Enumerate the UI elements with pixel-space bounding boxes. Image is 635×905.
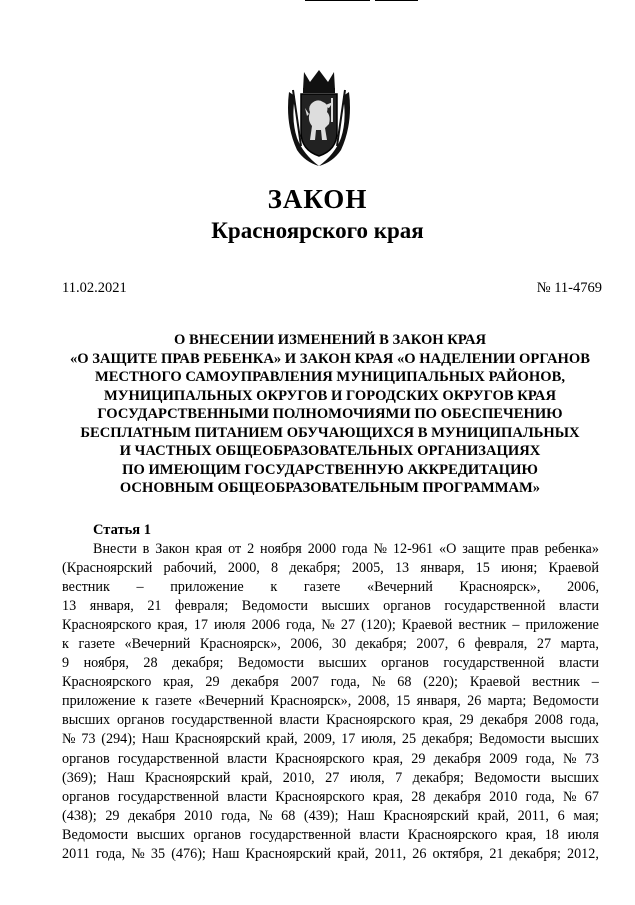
body-word: края, — [505, 826, 537, 843]
body-word: 6 — [457, 636, 465, 653]
body-word: государственной — [171, 712, 273, 729]
body-word: 17 — [341, 731, 356, 748]
body-word: Красноярск», — [199, 636, 281, 653]
body-line — [62, 692, 599, 711]
body-word: № — [373, 541, 388, 557]
body-word: органов — [381, 655, 429, 672]
body-line — [62, 654, 599, 673]
body-word: вестник — [532, 674, 580, 691]
body-word: вестник — [458, 617, 507, 634]
body-word: Ведомости — [474, 769, 541, 786]
body-word: января, — [420, 560, 465, 577]
body-word: февраля; — [175, 598, 229, 615]
body-word: край, — [477, 807, 509, 824]
body-word: высших — [62, 712, 111, 729]
body-word: июня; — [501, 560, 538, 577]
body-word: вестник — [62, 579, 110, 596]
body-word: Внести — [93, 541, 137, 557]
body-word: 68 — [281, 807, 296, 824]
body-word: Красноярский — [144, 769, 231, 786]
body-word: 21 — [147, 598, 162, 615]
body-word: 2006, — [290, 636, 323, 653]
body-word: края, — [422, 712, 453, 729]
body-word: (Красноярский — [62, 560, 153, 577]
body-word: 27 — [325, 769, 340, 786]
body-line — [62, 750, 599, 769]
top-rule-right — [375, 0, 418, 1]
body-word: декабря; — [412, 769, 464, 786]
body-word: 29 — [205, 674, 220, 691]
body-word: Краевой — [469, 674, 521, 691]
body-word: Красноярского — [62, 617, 152, 634]
body-word: Красноярск», — [459, 579, 541, 596]
body-word: ребенка» — [544, 541, 599, 557]
body-word: 2011 — [62, 845, 90, 862]
body-word: Красноярского — [62, 674, 152, 691]
body-word: к — [62, 636, 69, 653]
body-word: Ведомости — [237, 655, 305, 672]
body-word: органов — [383, 598, 431, 615]
body-word: власти — [359, 826, 400, 843]
body-word: июля — [214, 617, 246, 634]
body-word: приложение — [62, 693, 136, 710]
body-word: защите — [462, 541, 506, 557]
body-word: «Вечерний — [124, 636, 191, 653]
law-date: 11.02.2021 — [62, 280, 127, 296]
body-word: № — [321, 617, 335, 634]
body-word: 35 — [150, 845, 166, 862]
heading-line: ГОСУДАРСТВЕННЫМИ ПОЛНОМОЧИЯМИ ПО ОБЕСПЕЧЕНИЮ — [97, 406, 563, 422]
body-word: Красноярский — [174, 731, 261, 748]
body-word: Красноярский — [245, 845, 332, 862]
body-word: власти — [227, 750, 268, 767]
krasnoyarsk-coat-of-arms-icon — [283, 68, 355, 168]
body-word: Закон — [155, 541, 190, 557]
body-word: декабря; — [421, 731, 474, 748]
body-word: государственной — [117, 788, 219, 805]
heading-line: ОСНОВНЫМ ОБЩЕОБРАЗОВАТЕЛЬНЫМ ПРОГРАММАМ» — [119, 480, 541, 496]
body-word: Ведомости — [241, 598, 308, 615]
body-word: 7 — [395, 769, 403, 786]
body-word: декабря; — [172, 655, 224, 672]
body-word: 2007, — [416, 636, 449, 653]
heading-line: О ВНЕСЕНИИ ИЗМЕНЕНИЙ В ЗАКОН КРАЯ — [173, 332, 487, 348]
body-word: к — [270, 579, 278, 596]
body-word: Красноярск», — [270, 693, 352, 710]
body-word: 28 — [143, 655, 158, 672]
body-word: 13 — [394, 560, 410, 577]
body-word: прав — [511, 541, 539, 557]
body-word: № — [563, 750, 577, 767]
body-word: 26 — [467, 693, 482, 710]
body-line — [62, 826, 599, 845]
body-word: декабря — [433, 788, 481, 805]
body-word: Ведомости — [532, 693, 599, 710]
body-word: от — [228, 541, 242, 557]
body-word: января, — [416, 693, 461, 710]
body-word: Наш — [347, 807, 375, 824]
body-word: к — [141, 693, 149, 710]
body-word: «Вечерний — [366, 579, 433, 596]
body-word: 2011, — [374, 845, 407, 862]
body-word: 2010 — [184, 807, 213, 824]
body-word: 68 — [397, 674, 412, 691]
body-word: 2 — [247, 541, 255, 557]
body-word: 6 — [557, 807, 565, 824]
body-word: 2011, — [517, 807, 549, 824]
body-word: Наш — [141, 731, 170, 748]
body-word: № — [563, 788, 577, 805]
body-word: 27 — [340, 617, 356, 634]
body-word: газете — [155, 693, 192, 710]
body-word: 2010 — [489, 788, 518, 805]
body-word: 2005, — [351, 560, 384, 577]
heading-line: И ЧАСТНЫХ ОБЩЕОБРАЗОВАТЕЛЬНЫХ ОРГАНИЗАЦИЯХ — [119, 443, 541, 459]
law-number: № 11-4769 — [536, 280, 602, 296]
law-title: ЗАКОН — [267, 184, 368, 214]
body-word: Наш — [107, 769, 135, 786]
body-word: года, — [330, 674, 361, 691]
body-word: 29 — [411, 750, 426, 767]
heading-line: БЕСПЛАТНЫМ ПИТАНИЕМ ОБУЧАЮЩИХСЯ В МУНИЦИПАЛЬНЫХ — [80, 424, 580, 441]
heading-line: МЕСТНОГО САМОУПРАВЛЕНИЯ МУНИЦИПАЛЬНЫХ РАЙОНОВ, — [95, 369, 565, 385]
heading-line: ПО ИМЕЮЩИМ ГОСУДАРСТВЕННУЮ АККРЕДИТАЦИЮ — [122, 461, 538, 478]
body-word: органов — [116, 712, 165, 729]
body-word: 2012, — [566, 845, 599, 862]
body-word: Наш — [211, 845, 240, 862]
body-line — [62, 845, 599, 864]
body-word: 15 — [475, 560, 490, 577]
body-word: – — [512, 617, 520, 634]
body-word: приложение — [525, 617, 599, 634]
article-title: Статья 1 — [93, 522, 151, 538]
body-word: Ведомости — [478, 731, 546, 748]
body-word: июля, — [349, 769, 385, 786]
body-word: (369); — [62, 769, 97, 786]
body-word: власти — [279, 712, 320, 729]
body-word: № — [62, 731, 76, 748]
body-word: 17 — [193, 617, 208, 634]
body-line — [62, 559, 599, 578]
body-word: 2008, — [357, 693, 390, 710]
body-word: края — [195, 541, 223, 557]
body-word: «О — [438, 541, 457, 557]
body-word: края, — [157, 617, 188, 634]
body-word: 18 — [544, 826, 559, 843]
body-word: марта, — [560, 636, 599, 653]
body-word: года, — [286, 617, 316, 634]
body-word: 15 — [396, 693, 411, 710]
body-word: ноября, — [83, 655, 129, 672]
body-word: 2009 — [489, 750, 518, 767]
body-word: 9 — [62, 655, 70, 672]
body-word: государственной — [444, 598, 546, 615]
body-word: октября, — [432, 845, 484, 862]
body-word: край, — [337, 845, 369, 862]
body-word: декабря; — [509, 845, 561, 862]
body-word: высших — [550, 769, 599, 786]
body-word: газете — [303, 579, 341, 596]
body-word: приложение — [170, 579, 244, 596]
body-word: власти — [558, 598, 599, 615]
body-word: июля, — [361, 731, 397, 748]
body-line — [62, 807, 599, 826]
body-word: Красноярского — [275, 750, 365, 767]
body-word: Краевой — [401, 617, 453, 634]
body-word: 12-961 — [392, 541, 434, 557]
body-line — [62, 769, 599, 788]
body-word: края, — [372, 788, 404, 805]
body-word: высших — [318, 655, 367, 672]
body-word: 2008 — [534, 712, 563, 729]
body-word: 28 — [411, 788, 426, 805]
body-word: 73 — [81, 731, 96, 748]
body-line — [62, 597, 599, 616]
law-subtitle: Красноярского края — [211, 218, 424, 243]
body-word: края, — [163, 674, 194, 691]
body-word: «Вечерний — [198, 693, 264, 710]
body-word: 2006, — [567, 579, 599, 596]
body-word: года, — [569, 712, 599, 729]
body-word: года, — [221, 807, 251, 824]
body-word: (294); — [101, 731, 136, 748]
body-word: года, — [525, 750, 555, 767]
body-word: газете — [78, 636, 115, 653]
body-word: декабря — [128, 807, 176, 824]
body-word: 2006 — [251, 617, 280, 634]
body-word: декабря — [433, 750, 481, 767]
body-word: № — [258, 807, 273, 824]
heading-line: МУНИЦИПАЛЬНЫХ ОКРУГОВ И ГОРОДСКИХ ОКРУГОВ КРАЯ — [103, 387, 556, 404]
body-word: Красноярского — [275, 788, 365, 805]
body-word: января, — [89, 598, 134, 615]
body-word: 2000 — [307, 541, 337, 557]
law-heading — [40, 331, 620, 498]
body-word: года — [341, 541, 368, 557]
body-word: 2009, — [303, 731, 336, 748]
body-word: (438); — [62, 807, 97, 824]
body-word: – — [591, 674, 599, 691]
body-word: (476); — [171, 845, 206, 862]
body-word: Краевой — [548, 560, 599, 577]
body-line — [62, 540, 599, 559]
body-word: государственной — [117, 750, 219, 767]
body-word: Красноярского — [326, 712, 416, 729]
heading-line: «О ЗАЩИТЕ ПРАВ РЕБЕНКА» И ЗАКОН КРАЯ «О НАДЕЛЕНИИ ОРГАНОВ — [70, 350, 590, 367]
body-word: № — [131, 845, 145, 862]
body-line — [62, 788, 599, 807]
body-line — [62, 616, 599, 635]
body-word: ноября — [260, 541, 302, 557]
body-word: мая; — [573, 807, 599, 824]
body-line — [62, 635, 599, 654]
body-word: 27 — [536, 636, 552, 653]
body-word: высших — [550, 731, 599, 748]
body-word: 29 — [105, 807, 120, 824]
body-word: высших — [321, 598, 370, 615]
body-word: 26 — [412, 845, 427, 862]
body-word: власти — [559, 655, 599, 672]
body-word: марта; — [487, 693, 527, 710]
body-word: года, — [525, 788, 555, 805]
body-word: органов — [193, 826, 242, 843]
body-word: декабря; — [355, 636, 407, 653]
body-word: № — [371, 674, 386, 691]
body-word: 67 — [584, 788, 599, 805]
body-word: 29 — [459, 712, 474, 729]
body-word: (220); — [423, 674, 458, 691]
body-word: рабочий, — [163, 560, 217, 577]
body-word: 2010, — [282, 769, 315, 786]
body-word: 2000, — [227, 560, 260, 577]
body-word: июля — [567, 826, 599, 843]
body-word: 13 — [62, 598, 77, 615]
body-word: власти — [227, 788, 268, 805]
article-body — [62, 540, 599, 864]
body-word: 2007 — [290, 674, 319, 691]
body-word: 21 — [489, 845, 504, 862]
body-word: государственной — [249, 826, 351, 843]
body-word: органов — [62, 750, 110, 767]
top-rule-left — [305, 0, 370, 1]
body-word: Красноярский — [383, 807, 469, 824]
body-word: органов — [62, 788, 110, 805]
body-line — [62, 730, 599, 749]
body-line — [62, 711, 599, 730]
body-word: в — [142, 541, 150, 557]
body-word: декабря; — [289, 560, 341, 577]
body-word: 73 — [584, 750, 599, 767]
body-word: край, — [240, 769, 273, 786]
body-line — [62, 578, 599, 597]
body-word: 8 — [271, 560, 279, 577]
body-word: февраля, — [474, 636, 528, 653]
body-word: государственной — [443, 655, 545, 672]
body-line — [62, 673, 599, 692]
body-word: – — [136, 579, 144, 596]
body-word: края, — [372, 750, 404, 767]
body-word: край, — [266, 731, 298, 748]
body-word: Ведомости — [62, 826, 129, 843]
body-word: высших — [136, 826, 185, 843]
body-word: Красноярского — [407, 826, 498, 843]
body-word: года, — [95, 845, 126, 862]
body-word: (120); — [361, 617, 396, 634]
body-word: 30 — [331, 636, 347, 653]
body-word: (439); — [303, 807, 339, 824]
body-word: декабря — [231, 674, 279, 691]
body-word: декабря — [480, 712, 528, 729]
body-word: 25 — [401, 731, 417, 748]
